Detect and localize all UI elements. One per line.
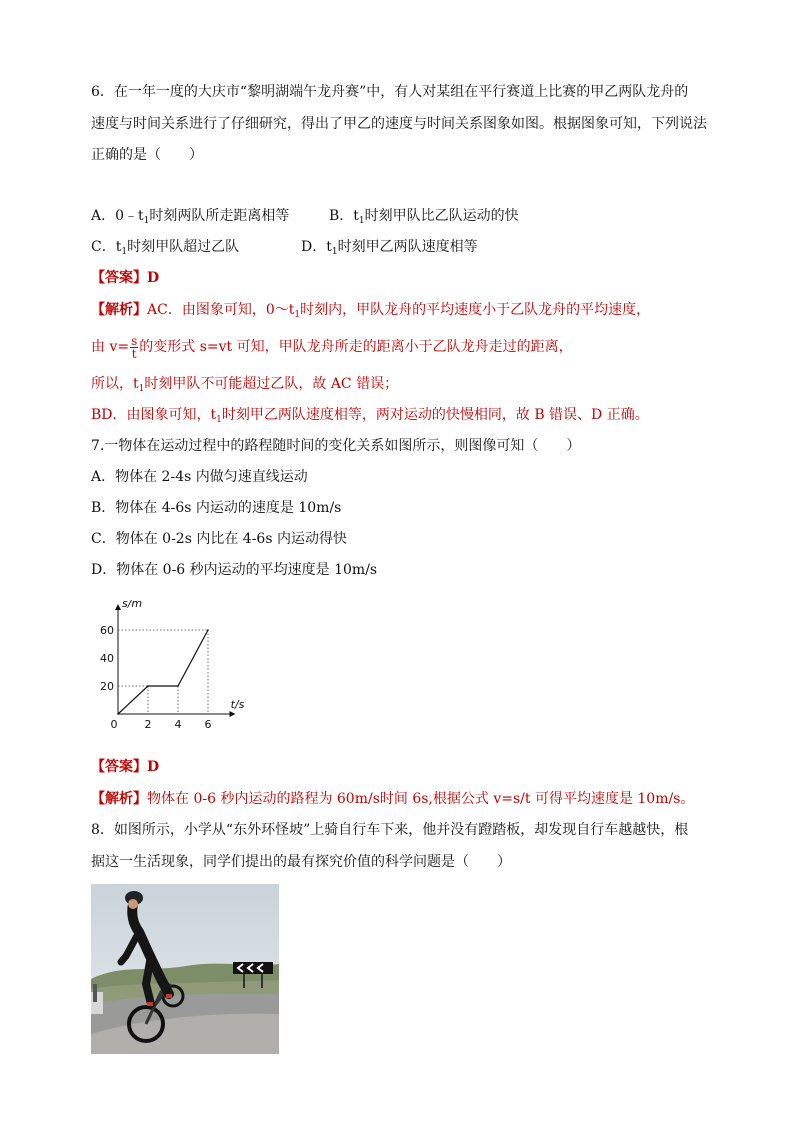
q7-stem: 7.一物体在运动过程中的路程随时间的变化关系如图所示，则图像可知（ ） xyxy=(91,438,581,454)
q6-option-c: C．$t_1$时刻甲队超过乙队 xyxy=(91,239,240,257)
q6-option-d: D．$t_1$时刻甲乙两队速度相等 xyxy=(301,239,478,257)
q6-explanation-line2: 由 v= $\frac{s}{t}$ 的变形式 s=vt 可知，甲队龙舟所走的距离小于乙队龙舟走过的距离， xyxy=(91,333,573,361)
data-point xyxy=(147,685,149,687)
x-tick-label: 0 xyxy=(110,718,118,731)
q8-stem-line1: 8．如图所示，小学从“东外环怪坡”上骑自行车下来，他并没有蹬踏板，却发现自行车越越快，根 xyxy=(91,822,689,838)
q6-stem-line1: 6．在一年一度的大庆市“黎明湖端午龙舟赛”中，有人对某组在平行赛道上比赛的甲乙两队龙舟的 xyxy=(91,84,689,100)
x-tick-label: 6 xyxy=(204,718,212,731)
y-tick-label: 60 xyxy=(100,624,114,637)
fraction-s-over-t: $\frac{s}{t}$ xyxy=(131,333,138,361)
q6-stem-line2: 速度与时间关系进行了仔细研究，得出了甲乙的速度与时间关系图象如图。根据图象可知，下列说法 xyxy=(91,116,707,132)
q6-explanation-line4: BD．由图象可知，$t_1$时刻甲乙两队速度相等，两对运动的快慢相同，故 B 错误、D 正确。 xyxy=(91,407,649,425)
y-tick-label: 40 xyxy=(100,652,114,665)
graph-series xyxy=(117,629,209,715)
q6-explanation-line1: 【解析】AC．由图象可知，$0\sim t_1$时刻内，甲队龙舟的平均速度小于乙队龙舟的平均速度， xyxy=(91,302,651,320)
q7-option-a: A．物体在 2-4s 内做匀速直线运动 xyxy=(91,469,308,485)
q6-option-b: B．$t_1$时刻甲队比乙队运动的快 xyxy=(329,208,519,226)
x-tick-label: 4 xyxy=(174,718,182,731)
q7-answer: 【答案】D xyxy=(91,759,160,775)
data-point xyxy=(177,685,179,687)
x-tick-label: 2 xyxy=(144,718,152,731)
q6-answer: 【答案】D xyxy=(91,270,160,286)
q8-stem-line2: 据这一生活现象，同学们提出的最有探究价值的科学问题是（ ） xyxy=(91,854,511,870)
q6-stem-line3: 正确的是（ ） xyxy=(91,147,203,163)
cyclist-photo xyxy=(91,884,279,1054)
q6-option-a: A．$0﹣t_1$时刻两队所走距离相等 xyxy=(91,208,290,226)
series-line xyxy=(118,630,208,714)
distance-time-graph xyxy=(95,600,245,735)
q7-option-c: C．物体在 0-2s 内比在 4-6s 内运动得快 xyxy=(91,531,347,547)
y-tick-label: 20 xyxy=(100,680,114,693)
y-axis-label: s/m xyxy=(122,600,143,610)
q7-explanation: 【解析】物体在 0-6 秒内运动的路程为 60m/s时间 6s,根据公式 v=s/t 可得平均速度是 10m/s。 xyxy=(91,791,695,807)
q6-explanation-line3: 所以，$t_1$时刻甲队不可能超过乙队，故 AC 错误； xyxy=(91,376,399,394)
x-axis-label: t/s xyxy=(230,698,245,711)
q7-option-d: D．物体在 0-6 秒内运动的平均速度是 10m/s xyxy=(91,562,378,578)
data-point xyxy=(207,629,209,631)
q7-option-b: B．物体在 4-6s 内运动的速度是 10m/s xyxy=(91,500,342,516)
data-point xyxy=(117,713,119,715)
